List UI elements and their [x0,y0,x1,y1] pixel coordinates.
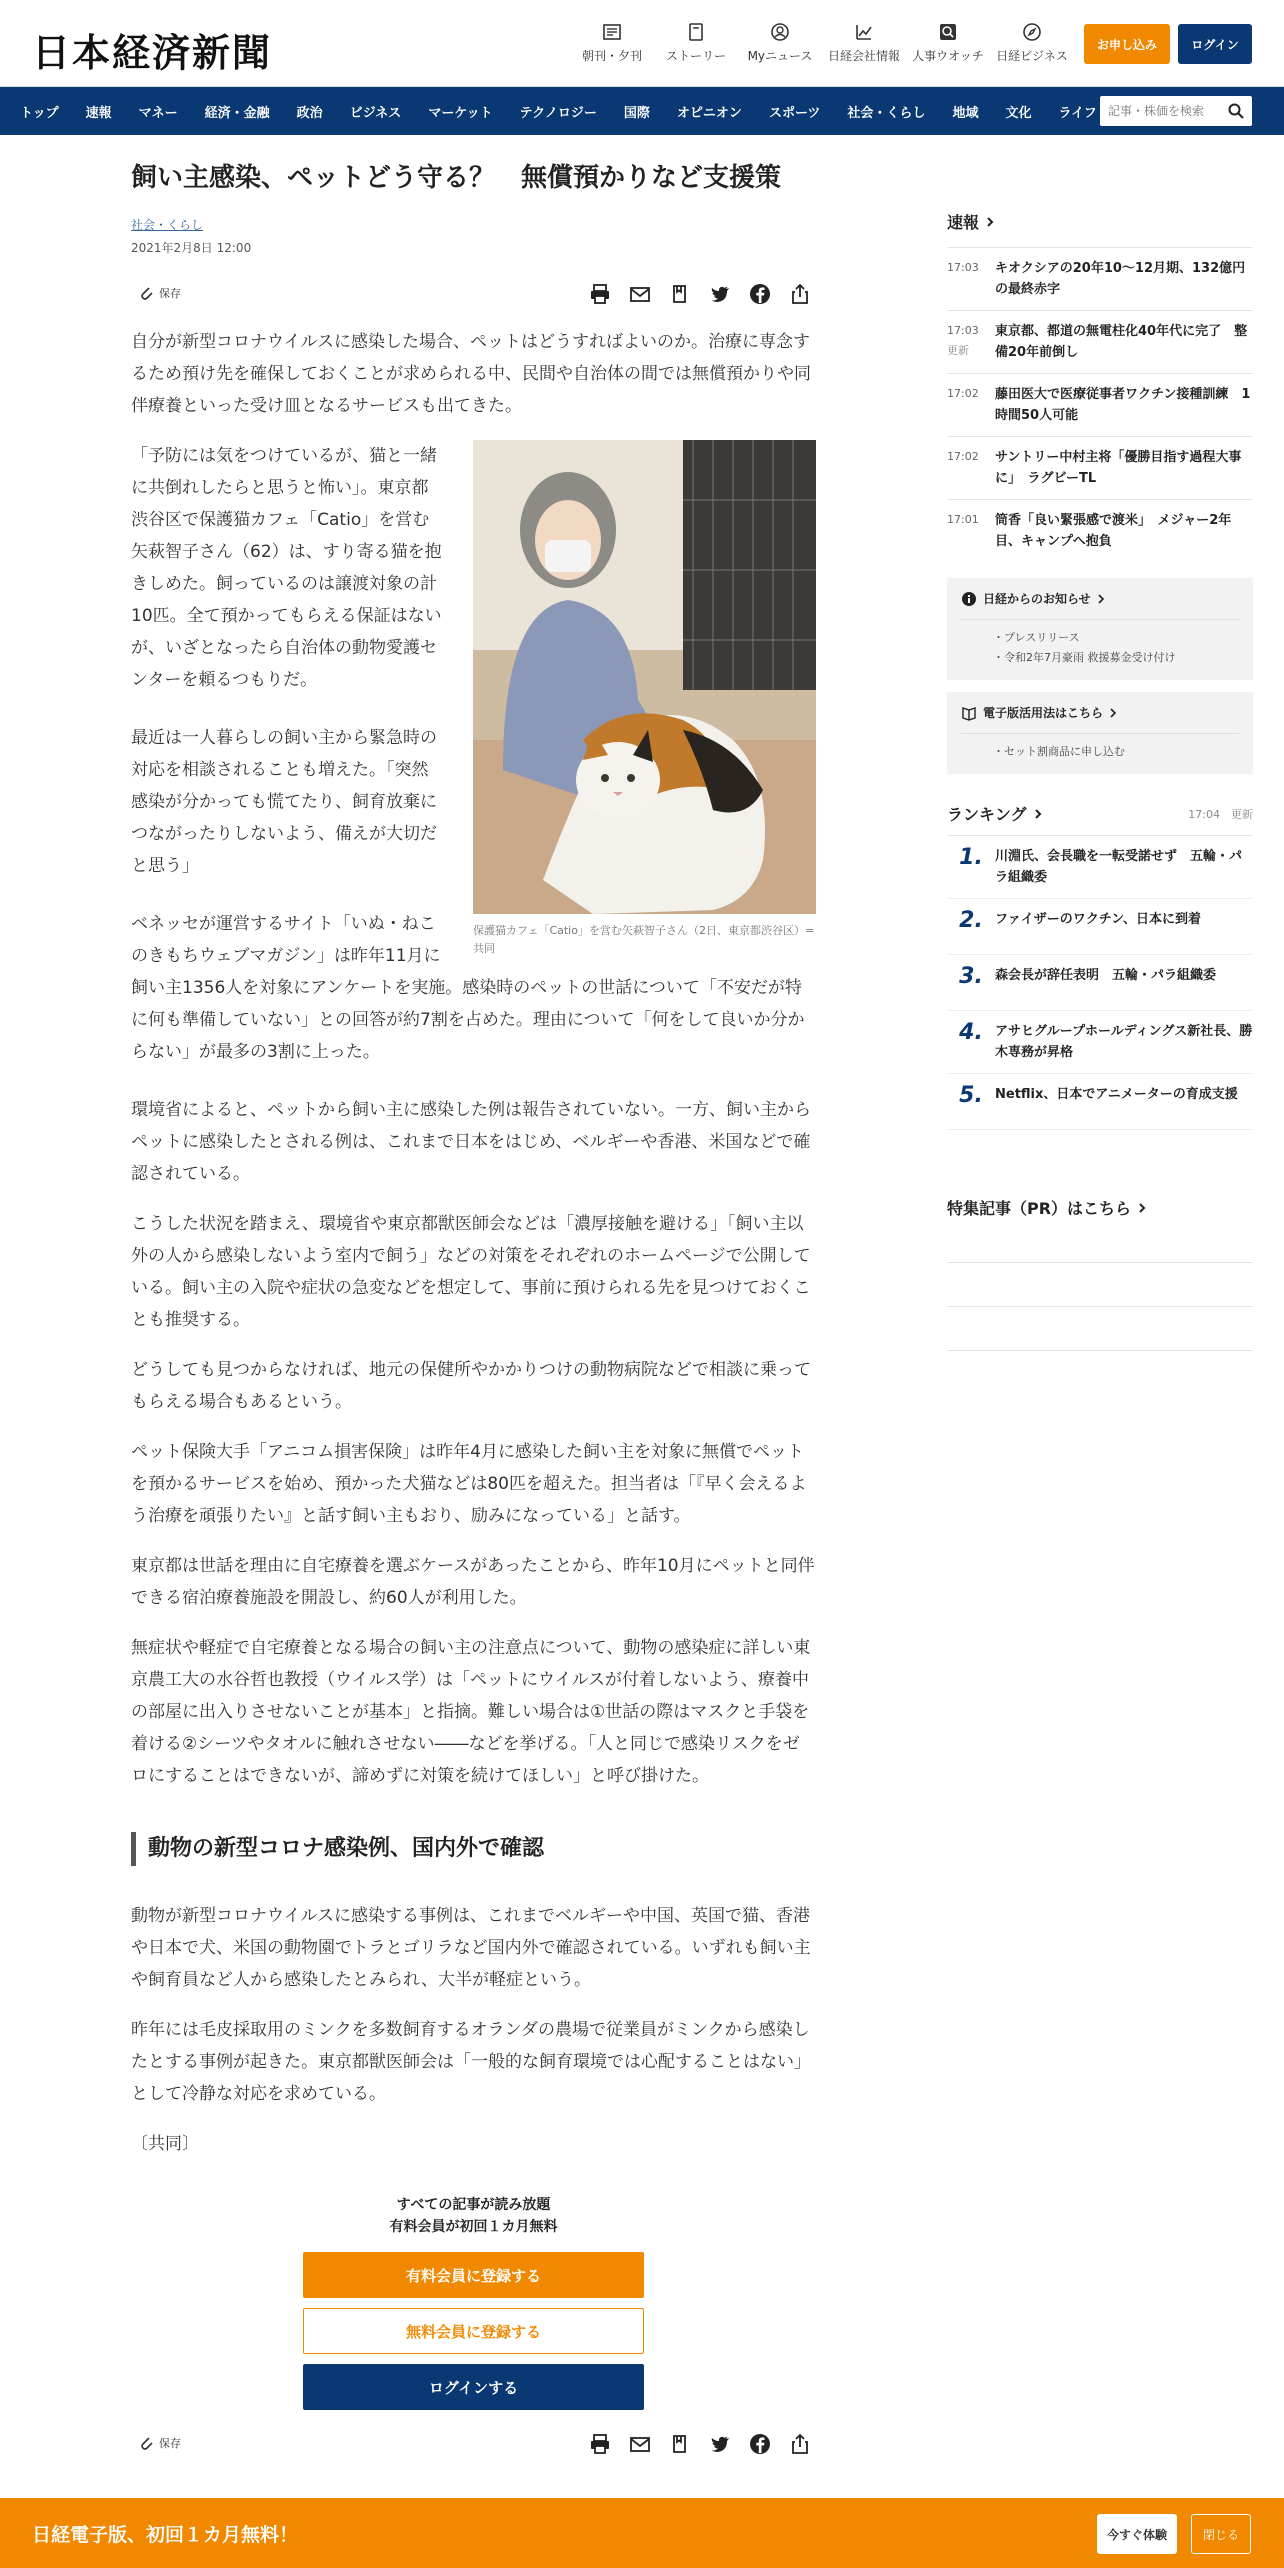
breaking-news-heading[interactable]: 速報 [947,210,1253,233]
article-photo[interactable] [473,440,816,914]
register-free-button[interactable]: 無料会員に登録する [303,2308,644,2354]
header-nav-business[interactable]: 日経ビジネス [990,22,1074,64]
promo-text: 日経電子版、初回１カ月無料！ [32,2524,299,2546]
header-nav-story[interactable]: ストーリー [654,22,738,64]
updated-label: 更新 [947,344,969,357]
ranking-item[interactable]: 3. 森会長が辞任表明 五輪・パラ組織委 [947,955,1253,1011]
article-paragraph: 無症状や軽症で自宅療養となる場合の飼い主の注意点について、動物の感染症に詳しい東京農工大の水谷哲也教授（ウイルス学）は「ペットにウイルスが付着しないよう、療養中の部屋に出入りさせないことが基本」と指摘。難しい場合は①世話の際はマスクと手袋を着ける②シーツやタオルに触れさせない――などを挙げる。「人と同じで感染リスクをゼロにすることはできないが、諦めずに対策を続けてほしい」と呼び掛けた。 [131,1638,811,1787]
article-paragraph: 環境省によると、ペットから飼い主に感染した例は報告されていない。一方、飼い主からペットに感染したとされる例は、これまで日本をはじめ、ベルギーや香港、米国などで確認されている。 [131,1100,811,1185]
chart-icon [854,22,874,42]
article-paragraph: どうしても見つからなければ、地元の保健所やかかりつけの動物病院などで相談に乗ってもらえる場合もあるという。 [131,1360,811,1413]
bookmark-icon[interactable] [668,2432,692,2456]
nav-item-life[interactable]: ライフ [1058,105,1097,121]
paperclip-icon [137,2434,155,2452]
paywall-login-button[interactable]: ログインする [303,2364,644,2410]
notice-heading[interactable]: 日経からのお知らせ [961,590,1239,607]
photo-caption: 保護猫カフェ「Catio」を営む矢萩智子さん（2日、東京都渋谷区）=共同 [473,924,815,956]
news-item[interactable]: 17:01 筒香「良い緊張感で渡米」 メジャー2年目、キャンプへ抱負 [947,499,1253,562]
ranking-item[interactable]: 2. ファイザーのワクチン、日本に到着 [947,899,1253,955]
chevron-right-icon [1137,1202,1147,1214]
header-nav-mynews[interactable]: Myニュース [738,22,822,64]
digital-guide-heading[interactable]: 電子版活用法はこちら [961,704,1239,721]
pr-slot [947,1263,1253,1307]
nav-item-business[interactable]: ビジネス [349,105,402,121]
article-paragraph: 「予防には気をつけているが、猫と一緒に共倒れしたらと思うと怖い」。東京都渋谷区で保護猫カフェ「Catio」を営む矢萩智子さん（62）は、すり寄る猫を抱きしめた。飼っているのは譲渡対象の計10匹。全て預かってもらえる保証はないが、いざとなったら自治体の動物愛護センターを頼るつもりだ。 [131,446,442,691]
save-button-bottom[interactable]: 保存 [137,2434,181,2452]
compass-icon [1022,22,1042,42]
nav-item-economy[interactable]: 経済・金融 [204,105,270,121]
save-button[interactable]: 保存 [137,284,181,302]
paperclip-icon [137,284,155,302]
article-paragraph: 東京都は世話を理由に自宅療養を選ぶケースがあったことから、昨年10月にペットと同伴できる宿泊療養施設を開設し、約60人が利用した。 [131,1556,815,1609]
article-figure [473,440,816,958]
article-subheading: 動物の新型コロナ感染例、国内外で確認 [131,1832,816,1866]
rank-number: 3. [959,964,983,989]
header-nav-newspaper[interactable]: 朝刊・夕刊 [570,22,654,64]
try-now-button[interactable]: 今すぐ体験 [1097,2514,1177,2554]
sidebar [947,210,1253,1351]
site-header [0,0,1284,87]
twitter-icon[interactable] [708,2432,732,2456]
header-nav-personnel[interactable]: 人事ウオッチ [906,22,990,64]
nav-item-international[interactable]: 国際 [623,105,650,121]
ranking-header [947,802,1253,825]
ranking-list [947,835,1253,1130]
chevron-right-icon [1033,808,1043,820]
news-item[interactable]: 17:02 藤田医大で医療従事者ワクチン接種訓練 1時間50人可能 [947,373,1253,436]
chevron-right-icon [985,216,995,228]
search-icon[interactable] [1228,103,1244,119]
info-icon [961,591,977,607]
facebook-icon[interactable] [748,282,772,306]
search-input[interactable] [1100,96,1218,126]
twitter-icon[interactable] [708,282,732,306]
share-buttons [588,282,812,306]
article-date: 2021年2月8日 12:00 [131,241,252,256]
promo-bottom-bar [0,2498,1284,2568]
print-icon[interactable] [588,282,612,306]
book-icon [961,705,977,721]
login-button[interactable]: ログイン [1178,24,1252,64]
pr-slot [947,1307,1253,1351]
rank-number: 4. [959,1020,983,1045]
nav-item-region[interactable]: 地域 [952,105,979,121]
article-paragraph: 最近は一人暮らしの飼い主から緊急時の対応を相談されることも増えた。「突然感染が分かっても慌てたり、飼育放棄につながったりしないよう、備えが大切だと思う」 [131,728,437,877]
nav-item-culture[interactable]: 文化 [1005,105,1032,121]
nav-item-technology[interactable]: テクノロジー [519,105,597,121]
article-paragraph: 昨年には毛皮採取用のミンクを多数飼育するオランダの農場で従業員がミンクから感染したとする事例が起きた。東京都獣医師会は「一般的な飼育環境では心配することはない」として冷静な対応を求めている。 [131,2020,811,2105]
mail-icon[interactable] [628,2432,652,2456]
notice-box [947,578,1253,680]
rank-number: 1. [959,845,983,870]
header-nav-company-info[interactable]: 日経会社情報 [822,22,906,64]
article-body-with-figure [131,440,816,1094]
breaking-news-list [947,247,1253,562]
ranking-item[interactable]: 1. 川淵氏、会長職を一転受諾せず 五輪・パラ組織委 [947,836,1253,899]
article [131,160,816,2458]
paywall [131,2194,816,2410]
pr-articles-heading[interactable]: 特集記事（PR）はこちら [947,1196,1253,1219]
paywall-line1: すべての記事が読み放題 [396,2197,551,2214]
bookmark-icon[interactable] [668,282,692,306]
article-paragraph: こうした状況を踏まえ、環境省や東京都獣医師会などは「濃厚接触を避ける」「飼い主以外の人から感染しないよう室内で飼う」などの対策をそれぞれのホームページで公開している。飼い主の入院や症状の急変などを想定して、事前に預けられる先を見つけておくことも推奨する。 [131,1214,811,1331]
article-paragraph: 動物が新型コロナウイルスに感染する事例は、これまでベルギーや中国、英国で猫、香港や日本で犬、米国の動物園でトラとゴリラなど国内外で確認されている。いずれも飼い主や飼育員など人から感染したとみられ、大半が軽症という。 [131,1906,811,1991]
nav-item-opinion[interactable]: オピニオン [676,105,742,121]
article-toolbar-top [131,280,816,308]
site-logo[interactable]: 日本経済新聞 [32,30,273,75]
article-paragraph: ベネッセが運営するサイト「いぬ・ねこのきもちウェブマガジン」は昨年11月に飼い主1356人を対象にアンケートを実施。感染時のペットの世話について「不安だが特に何も準備していない」との回答が約7割を占めた。理由について「何をして良いか分からない」が最多の3割に上った。 [131,914,805,1063]
share-icon[interactable] [788,282,812,306]
share-icon[interactable] [788,2432,812,2456]
article-toolbar-bottom [131,2430,816,2458]
nav-item-society[interactable]: 社会・くらし [847,105,926,121]
search-person-icon [938,22,958,42]
chevron-right-icon [1097,594,1105,604]
nav-item-politics[interactable]: 政治 [296,105,323,121]
facebook-icon[interactable] [748,2432,772,2456]
user-icon [770,22,790,42]
nav-list [20,87,1124,135]
nav-item-breaking[interactable]: 速報 [85,105,112,121]
paywall-line2: 有料会員が初回１カ月無料 [389,2219,558,2236]
digital-guide-box [947,692,1253,774]
rank-number: 5. [959,1083,983,1108]
nav-item-sports[interactable]: スポーツ [768,105,821,121]
article-credit: 〔共同〕 [131,2134,199,2155]
nav-item-money[interactable]: マネー [138,105,178,121]
article-paragraph: ペット保険大手「アニコム損害保険」は昨年4月に感染した飼い主を対象に無償でペットを預かるサービスを始め、預かった犬猫などは80匹を超えた。担当者は「『早く会えるよう治療を頑張りたい』と話す飼い主もおり、励みになっている」と話す。 [131,1442,807,1527]
newspaper-icon [602,22,622,42]
ranking-heading[interactable]: ランキング [947,802,1043,825]
main-navbar [0,87,1284,135]
apply-button[interactable]: お申し込み [1084,24,1170,64]
article-lead: 自分が新型コロナウイルスに感染した場合、ペットはどうすればよいのか。治療に専念するため預け先を確保しておくことが求められる中、民間や自治体の間では無償預かりや同伴療養といった受け皿となるサービスも出てきた。 [131,332,811,417]
nav-item-top[interactable]: トップ [20,105,59,121]
set-discount-link[interactable]: ・ セット割商品に申し込む [961,742,1239,762]
mail-icon[interactable] [628,282,652,306]
header-nav [570,22,1074,64]
chevron-right-icon [1109,708,1117,718]
news-item[interactable]: 17:02 サントリー中村主将「優勝目指す過程大事に」 ラグビーTL [947,436,1253,499]
pr-slot [947,1219,1253,1263]
notice-link-press[interactable]: ・ プレスリリース [961,628,1239,648]
news-item[interactable]: 17:03 キオクシアの20年10～12月期、132億円の最終赤字 [947,247,1253,310]
share-buttons-bottom [588,2432,812,2456]
rank-number: 2. [959,908,983,933]
article-title: 飼い主感染、ペットどう守る？ 無償預かりなど支援策 [131,163,782,193]
news-item[interactable]: 17:03 更新 東京都、都道の無電柱化40年代に完了 整備20年前倒し [947,310,1253,373]
ranking-item[interactable]: 5. Netflix、日本でアニメーターの育成支援 [947,1074,1253,1130]
search-box [1100,96,1252,126]
story-icon [686,22,706,42]
close-button[interactable]: 閉じる [1191,2514,1251,2554]
register-paid-button[interactable]: 有料会員に登録する [303,2252,644,2298]
ranking-item[interactable]: 4. アサヒグループホールディングス新社長、勝木専務が昇格 [947,1011,1253,1074]
nav-item-market[interactable]: マーケット [428,105,493,121]
print-icon[interactable] [588,2432,612,2456]
article-category-link[interactable]: 社会・くらし [131,218,204,233]
notice-link-donation[interactable]: ・ 令和2年7月豪雨 救援募金受け付け [961,648,1239,668]
ranking-updated: 17:04 更新 [1188,807,1253,821]
